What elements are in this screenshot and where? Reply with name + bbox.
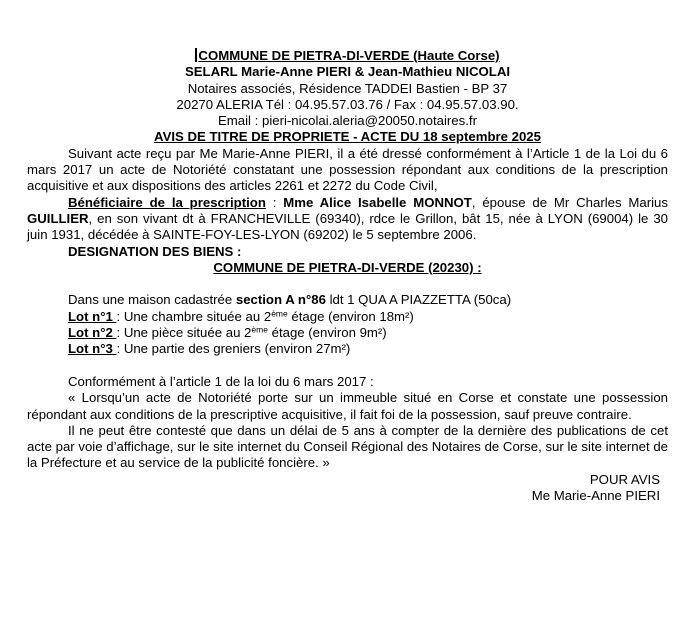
lot-line-1 — [27, 309, 668, 325]
cadastre-section-ref: section A n°86 — [235, 292, 326, 308]
cadastre-line — [27, 292, 668, 308]
lot-3-colon: : — [116, 341, 124, 357]
commune-title-line — [27, 48, 668, 64]
beneficiary-paragraph — [27, 195, 668, 244]
commune-subheading-line — [27, 260, 668, 276]
notice-title: AVIS DE TITRE DE PROPRIETE - ACTE DU 18 septembre 2025 — [154, 129, 541, 145]
beneficiary-middle-text: , épouse de Mr Charles Marius — [471, 194, 668, 210]
contact-email: Email : pieri-nicolai.aleria@20050.notaires.fr — [218, 113, 477, 129]
intro-paragraph: Suivant acte reçu par Me Marie-Anne PIERI, il a été dressé conformément à l’Article 1 de la Loi du 6 mars 2017 un acte de Notoriété constatant une possession répondant aux conditions de la prescription acquisitive et aux dispositions des articles 2261 et 2272 du Code Civil, — [27, 145, 668, 194]
beneficiary-label: Bénéficiaire de la prescription — [68, 194, 266, 210]
commune-subheading: COMMUNE DE PIETRA-DI-VERDE (20230) : — [213, 259, 482, 275]
lot-1-ordinal-suffix: ème — [271, 308, 288, 319]
blank-line — [27, 358, 668, 374]
beneficiary-surname: GUILLIER — [27, 210, 89, 226]
legal-intro-line: Conformément à l’article 1 de la loi du 6 mars 2017 : — [68, 373, 374, 389]
legal-quote-paragraph-1: « Lorsqu’un acte de Notoriété porte sur un immeuble situé en Corse et constate une possession répondant aux conditions de la prescriptive acquisitive, il fait foi de la possession, sauf preuve contraire. — [27, 390, 668, 422]
beneficiary-colon: : — [265, 194, 284, 210]
notice-title-line — [27, 129, 668, 145]
lot-3-description: Une partie des greniers (environ 27m²) — [123, 341, 351, 357]
beneficiary-name: Mme Alice Isabelle MONNOT — [283, 194, 472, 210]
commune-title: COMMUNE DE PIETRA-DI-VERDE (Haute Corse) — [198, 48, 500, 63]
legal-quote-paragraph-2: Il ne peut être contesté que dans un délai de 5 ans à compter de la dernière des publications de cet acte par voie d’affichage, sur le site internet du Conseil Régional des Notaires de Corse, sur le site internet de la Préfecture et au service de la publicité foncière. » — [27, 422, 668, 471]
lot-line-2 — [27, 325, 668, 341]
beneficiary-details: , en son vivant dt à FRANCHEVILLE (69340), rdce le Grillon, bât 15, née à LYON (69004) le 30 juin 1931, décédée à SAINTE-FOY-LES-LYON (69202) le 5 septembre 2006. — [27, 210, 668, 243]
pour-avis-label: POUR AVIS — [589, 471, 660, 487]
lot-line-3 — [27, 341, 668, 357]
lot-2-colon: : — [116, 325, 124, 341]
signatory-name: Me Marie-Anne PIERI — [531, 488, 660, 504]
lot-2-description: Une pièce située au 2 — [123, 325, 252, 341]
notary-firm-name: SELARL Marie-Anne PIERI & Jean-Mathieu NICOLAI — [184, 64, 511, 80]
lot-1-description: Une chambre située au 2 — [123, 308, 272, 324]
cadastre-text-after: ldt 1 QUA A PIAZZETTA (50ca) — [325, 292, 512, 308]
designation-heading: DESIGNATION DES BIENS : — [68, 243, 242, 259]
contact-phone-fax: 20270 ALERIA Tél : 04.95.57.03.76 / Fax : 04.95.57.03.90. — [176, 96, 519, 112]
lot-2-label: Lot n°2 — [68, 325, 117, 341]
blank-line — [27, 276, 668, 292]
cadastre-text-before: Dans une maison cadastrée — [68, 292, 236, 308]
lot-1-label: Lot n°1 — [68, 308, 117, 324]
lot-2-description-end: étage (environ 9m²) — [267, 325, 387, 341]
lot-3-label: Lot n°3 — [68, 341, 117, 357]
lot-1-colon: : — [116, 308, 124, 324]
notary-office-address: Notaires associés, Résidence TADDEI Bastien - BP 37 — [187, 80, 508, 96]
lot-1-description-end: étage (environ 18m²) — [287, 308, 414, 324]
lot-2-ordinal-suffix: ème — [251, 324, 268, 335]
